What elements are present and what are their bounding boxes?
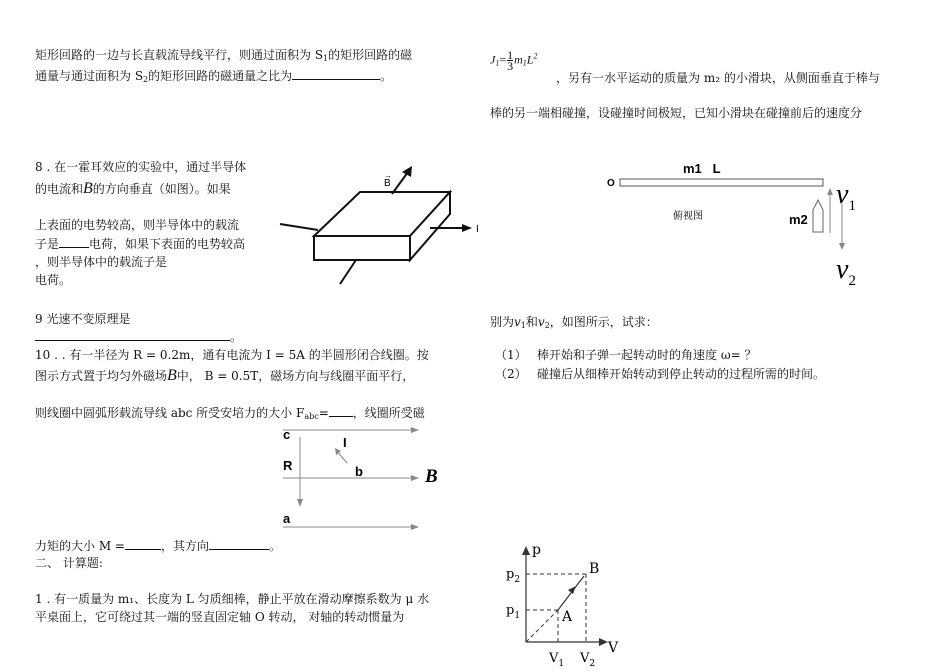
- rod-top-view-figure: [600, 158, 880, 288]
- state-A-label: A: [562, 609, 573, 625]
- fraction: $\frac{1}{3}$: [507, 48, 514, 73]
- paragraph-line: 别为$v_1$和$v_2$，如图所示，试求：: [490, 315, 658, 330]
- pivot-O-label: O: [607, 178, 615, 189]
- V1-label: $V_1$: [549, 651, 565, 669]
- question-8-line: ，则半导体中的载流子是: [35, 255, 168, 269]
- question-item-1-number: （1）: [495, 348, 527, 362]
- question-9-line: 。: [35, 328, 242, 346]
- velocity-v2-label: $v_2$: [836, 254, 856, 289]
- velocity-v1-head: [827, 188, 833, 195]
- hall-effect-figure: [268, 160, 488, 290]
- question-item-2-number: （2）: [495, 367, 527, 381]
- question-10-line: 10 . . 有一半径为 R = 0.2m，通有电流为 I = 5A 的半圆形闭合线圈。按: [35, 348, 429, 362]
- process-A-B: [558, 576, 584, 610]
- velocity-v1-label: $v_1$: [836, 179, 856, 214]
- section-heading: 二、 计算题:: [35, 556, 103, 570]
- answer-blank: [125, 537, 161, 550]
- question-8-line: 上表面的电势较高，则半导体中的载流: [35, 218, 240, 232]
- field-line-middle-head: [411, 475, 419, 481]
- V2-label: $V_2$: [580, 651, 596, 669]
- answer-blank: [209, 537, 269, 550]
- field-line-bottom-head: [411, 524, 419, 530]
- paragraph-line: 棒的另一端相碰撞，设碰撞时间极短，已知小滑块在碰撞前后的速度分: [490, 106, 863, 120]
- rod-mass-length-label: m1 L: [683, 161, 721, 176]
- question-10-line: 则线圈中圆弧形载流导线 abc 所受安培力的大小 $F_{abc}=$ ，线圈所受磁: [35, 406, 425, 421]
- paragraph-line: 矩形回路的一边与长直载流导线平行，则通过面积为 $S_1$的矩形回路的磁: [35, 48, 413, 63]
- question-8-line: 电荷。: [35, 273, 72, 287]
- current-lead-left: [280, 224, 318, 230]
- point-c-label: c: [283, 427, 291, 442]
- slider-block: [813, 200, 823, 232]
- paragraph-line: ，另有一水平运动的质量为 m₂ 的小滑块，从侧面垂直于棒与: [556, 71, 880, 85]
- radius-label: R: [283, 458, 293, 473]
- coil-figure: [275, 423, 475, 533]
- answer-blank: [292, 67, 380, 80]
- V-axis-head: [599, 638, 608, 646]
- current-label: I: [476, 224, 479, 235]
- p2-label: $p_2$: [506, 567, 521, 585]
- moment-of-inertia-formula: $J_1=$ $\frac{1}{3}$ $m_1L^2$: [490, 48, 538, 73]
- question-10-line: 力矩的大小 M = ，其方向 。: [35, 539, 282, 553]
- question-9-line: 9 光速不变原理是: [35, 312, 131, 326]
- field-arrow-line: [392, 172, 408, 194]
- slab-front-face: [314, 236, 410, 260]
- p1-label: $p_1$: [506, 603, 521, 621]
- current-arrow-head: [462, 224, 472, 232]
- question-item-2-text: 碰撞后从细棒开始转动到停止转动的过程所需的时间。: [537, 367, 826, 381]
- calc-1-line: 1 . 有一质量为 m₁、长度为 L 匀质细棒，静止平放在滑动摩擦系数为 μ 水: [35, 592, 430, 606]
- slider-mass-label: m2: [789, 212, 808, 227]
- field-tail-line: [340, 260, 356, 284]
- field-arrow-head: [402, 166, 412, 177]
- question-10-line: 图示方式置于均匀外磁场B中， B = 0.5T，磁场方向与线圈平面平行，: [35, 367, 415, 384]
- process-arrow-head: [568, 586, 576, 594]
- top-view-caption: 俯视图: [673, 211, 703, 222]
- question-item-1-text: 棒开始和子弹一起转动时的角速度 ω= ？: [537, 348, 757, 362]
- answer-blank: [35, 328, 230, 341]
- answer-blank: [59, 235, 89, 248]
- velocity-v2-head: [839, 243, 845, 250]
- question-8-line: 子是 电荷，如果下表面的电势较高: [35, 237, 246, 251]
- field-vector-bar: →: [384, 171, 392, 180]
- field-line-top-head: [411, 427, 419, 433]
- p-axis-head: [522, 546, 530, 555]
- question-8-line: 的电流和B的方向垂直（如图）。如果: [35, 180, 231, 197]
- dash-origin-A: [526, 610, 558, 642]
- field-label: B: [384, 178, 391, 189]
- point-b-label: b: [355, 464, 363, 479]
- point-a-label: a: [283, 511, 291, 526]
- V-axis-label: V: [608, 640, 619, 656]
- answer-blank: [329, 404, 353, 417]
- field-label: B: [425, 466, 438, 487]
- paragraph-line: 通量与通过面积为 $S_2$的矩形回路的磁通量之比为 。: [35, 69, 393, 84]
- pv-diagram: [500, 540, 640, 670]
- current-label: I: [343, 435, 347, 450]
- coil-diameter-head: [297, 499, 303, 507]
- rod: [620, 179, 823, 186]
- question-8-line: 8 . 在一霍耳效应的实验中，通过半导体: [35, 160, 247, 174]
- calc-1-line: 平桌面上，它可绕过其一端的竖直固定轴 O 转动， 对轴的转动惯量为: [35, 610, 405, 624]
- state-B-label: B: [589, 561, 600, 577]
- p-axis-label: p: [532, 542, 541, 558]
